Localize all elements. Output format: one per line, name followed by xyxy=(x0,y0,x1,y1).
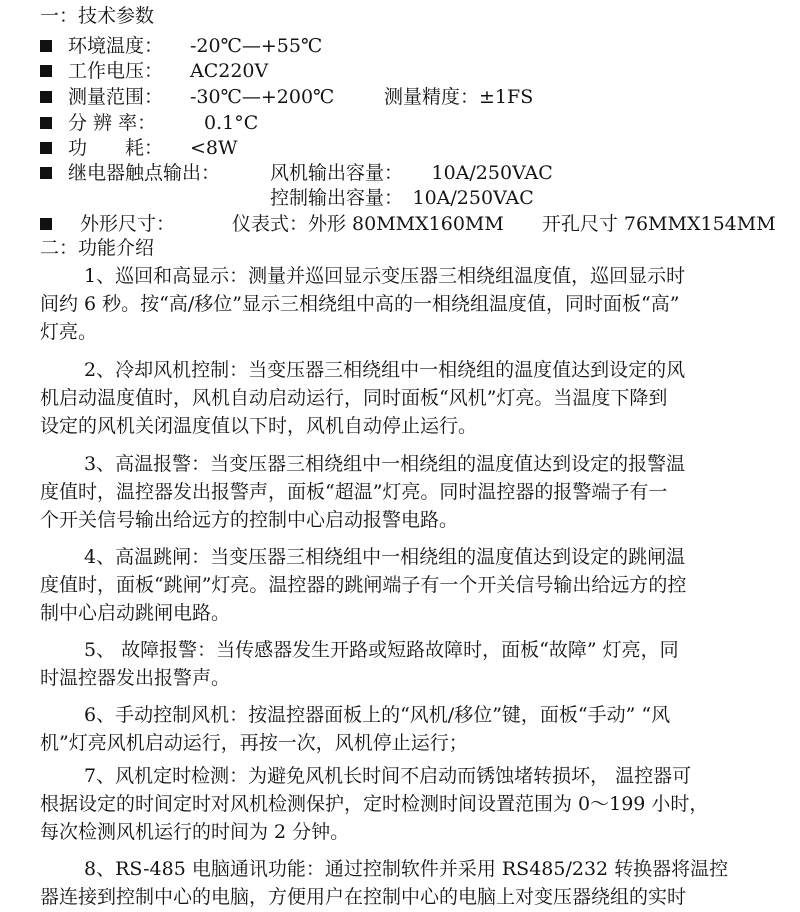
paragraph-line: 2、冷却风机控制：当变压器三相绕组中一相绕组的温度值达到设定的风 xyxy=(84,359,686,381)
paragraph-manual-fan xyxy=(40,701,770,757)
spec-value: <8W xyxy=(190,137,238,159)
spec-label: 分 辨 率： xyxy=(68,112,157,134)
spec-row-resolution xyxy=(40,111,740,135)
paragraph-fan-control xyxy=(40,356,770,440)
spec-accuracy: 测量精度：±1FS xyxy=(384,86,534,108)
paragraph-high-temp-alarm xyxy=(40,450,770,534)
paragraph-line: 器连接到控制中心的电脑，方便用户在控制中心的电脑上对变压器绕组的实时 xyxy=(40,886,687,908)
section-title-specs: 一：技术参数 xyxy=(40,5,155,27)
spec-row-measure-range xyxy=(40,85,740,109)
bullet-icon xyxy=(40,40,52,52)
bullet-icon xyxy=(40,117,52,129)
spec-value-fan: 风机输出容量： 10A/250VAC xyxy=(270,162,553,184)
spec-label: 外形尺寸： xyxy=(80,213,176,235)
paragraph-line: 时温控器发出报警声。 xyxy=(40,667,231,689)
paragraph-line: 个开关信号输出给远方的控制中心启动报警电路。 xyxy=(40,509,459,531)
bullet-icon xyxy=(40,65,52,77)
bullet-icon xyxy=(40,91,52,103)
spec-value: AC220V xyxy=(190,60,269,82)
spec-row-relay-output-2 xyxy=(40,186,740,210)
paragraph-line: 设定的风机关闭温度值以下时，风机自动停止运行。 xyxy=(40,415,478,437)
spec-label: 继电器触点输出： xyxy=(68,162,221,184)
paragraph-line: 5、 故障报警：当传感器发生开路或短路故障时，面板“故障” 灯亮，同 xyxy=(84,639,679,661)
paragraph-fan-timed-check xyxy=(40,762,770,846)
paragraph-fault-alarm xyxy=(40,636,770,692)
spec-row-ambient-temp xyxy=(40,34,740,58)
paragraph-line: 机启动温度值时，风机自动启动运行，同时面板“风机”灯亮。当温度下降到 xyxy=(40,387,668,409)
spec-row-voltage xyxy=(40,59,740,83)
spec-row-power xyxy=(40,136,740,160)
spec-row-dimensions xyxy=(40,212,776,236)
bullet-icon xyxy=(40,167,52,179)
spec-label: 环境温度： xyxy=(68,35,164,57)
spec-value: -30℃—+200℃ xyxy=(190,86,335,108)
bullet-icon xyxy=(40,218,52,230)
spec-value: 仪表式：外形 80MMX160MM 开孔尺寸 76MMX154MM xyxy=(232,213,776,235)
spec-value: 0.1°C xyxy=(204,112,259,134)
paragraph-line: 度值时，面板“跳闸”灯亮。温控器的跳闸端子有一个开关信号输出给远方的控 xyxy=(40,574,687,596)
paragraph-line: 6、手动控制风机：按温控器面板上的“风机/移位”键，面板“手动” “风 xyxy=(84,704,671,726)
paragraph-high-temp-trip xyxy=(40,543,770,627)
paragraph-line: 机”灯亮风机启动运行，再按一次，风机停止运行； xyxy=(40,732,468,754)
paragraph-rs485 xyxy=(40,855,770,911)
paragraph-line: 根据设定的时间定时对风机检测保护，定时检测时间设置范围为 0～199 小时， xyxy=(40,793,709,815)
spec-label: 工作电压： xyxy=(68,60,164,82)
section-title-functions: 二：功能介绍 xyxy=(40,237,155,259)
paragraph-patrol-display xyxy=(40,262,770,346)
paragraph-line: 7、风机定时检测：为避免风机长时间不启动而锈蚀堵转损坏， 温控器可 xyxy=(84,765,692,787)
paragraph-line: 制中心启动跳闸电路。 xyxy=(40,602,231,624)
spec-label: 测量范围： xyxy=(68,86,164,108)
paragraph-line: 每次检测风机运行的时间为 2 分钟。 xyxy=(40,821,350,843)
paragraph-line: 4、高温跳闸：当变压器三相绕组中一相绕组的温度值达到设定的跳闸温 xyxy=(84,546,686,568)
paragraph-line: 间约 6 秒。按“高/移位”显示三相绕组中高的一相绕组温度值，同时面板“高” xyxy=(40,293,680,315)
paragraph-line: 1、巡回和高显示：测量并巡回显示变压器三相绕组温度值，巡回显示时 xyxy=(84,265,686,287)
paragraph-line: 8、RS-485 电脑通讯功能：通过控制软件并采用 RS485/232 转换器将温控 xyxy=(84,858,729,880)
paragraph-line: 度值时，温控器发出报警声，面板“超温”灯亮。同时温控器的报警端子有一 xyxy=(40,481,668,503)
spec-value: -20℃—+55℃ xyxy=(190,35,323,57)
spec-label: 功 耗： xyxy=(68,137,164,159)
paragraph-line: 灯亮。 xyxy=(40,321,98,343)
spec-row-relay-output xyxy=(40,161,740,185)
paragraph-line: 3、高温报警：当变压器三相绕组中一相绕组的温度值达到设定的报警温 xyxy=(84,453,686,475)
spec-value-control: 控制输出容量： 10A/250VAC xyxy=(270,187,534,209)
bullet-icon xyxy=(40,142,52,154)
